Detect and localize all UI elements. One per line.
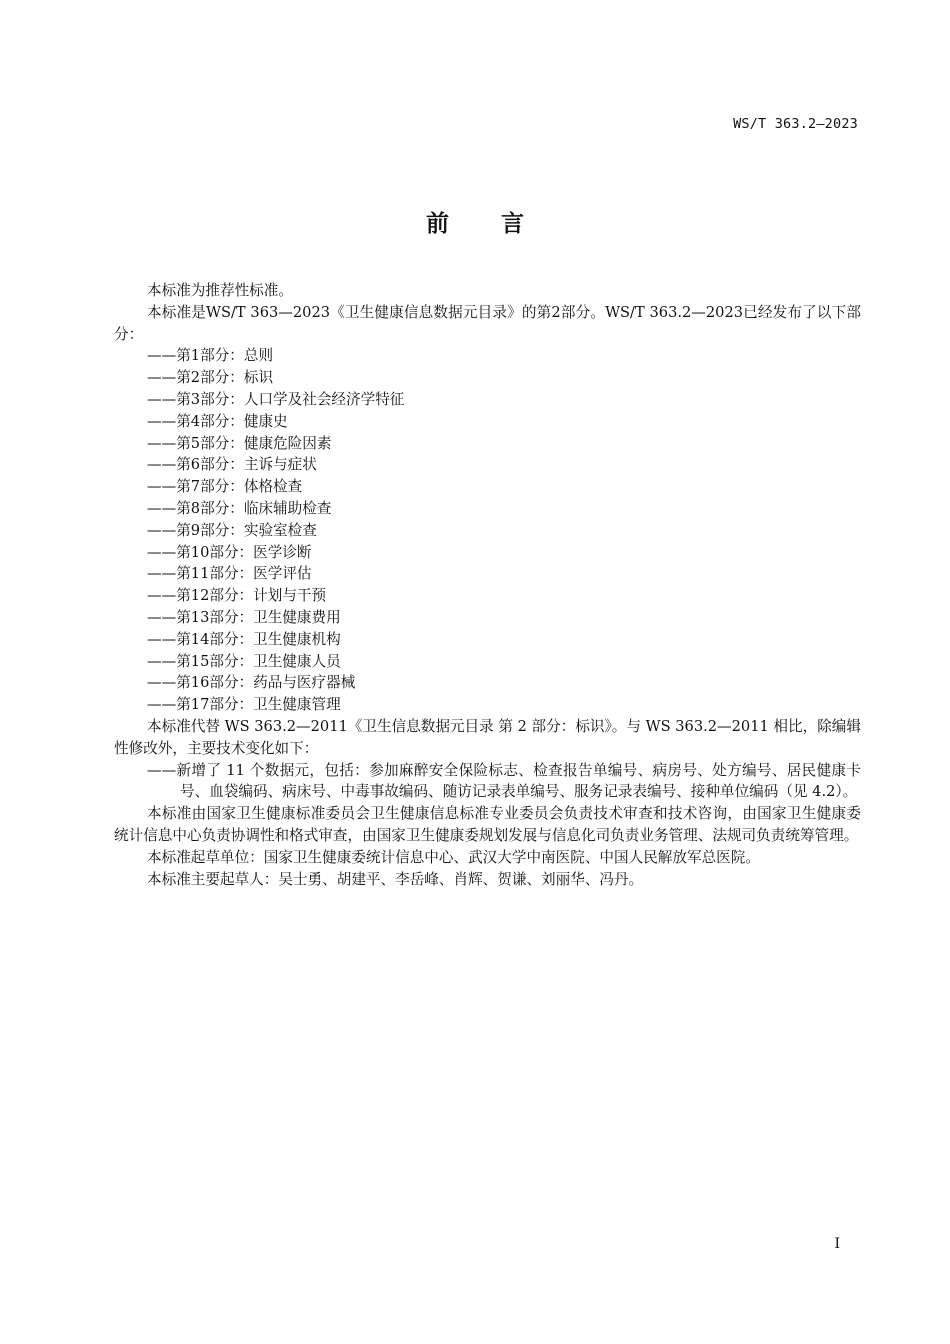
drafters: 本标准主要起草人：吴士勇、胡建平、李岳峰、肖辉、贺谦、刘丽华、冯丹。 — [147, 870, 644, 888]
part-item: ——第5部分：健康危险因素 — [147, 434, 332, 452]
part-item: ——第12部分：计划与干预 — [147, 587, 327, 605]
management-statement: 本标准由国家卫生健康标准委员会卫生健康信息标准专业委员会负责技术审查和技术咨询，由国家卫生健康委统计信息中心负责协调性和格式审查，由国家卫生健康委规划发展与信息化司负责业务管理、法规司负责统筹管理。 — [114, 805, 861, 844]
part-item: ——第2部分：标识 — [147, 369, 274, 387]
part-item: ——第8部分：临床辅助检查 — [147, 499, 332, 517]
part-item: ——第16部分：药品与医疗器械 — [147, 674, 356, 692]
part-item: ——第7部分：体格检查 — [147, 478, 303, 496]
part-item: ——第13部分：卫生健康费用 — [147, 608, 341, 626]
part-item: ——第10部分：医学诊断 — [147, 543, 312, 561]
part-item: ——第3部分：人口学及社会经济学特征 — [147, 390, 405, 408]
part-item: ——第9部分：实验室检查 — [147, 521, 317, 539]
standard-code-header: WS/T 363.2—2023 — [733, 116, 858, 132]
part-item: ——第11部分：医学评估 — [147, 565, 312, 583]
part-item: ——第17部分：卫生健康管理 — [147, 696, 341, 714]
recommended-statement: 本标准为推荐性标准。 — [147, 282, 293, 299]
part-item: ——第4部分：健康史 — [147, 412, 288, 430]
replacement-statement: 本标准代替 WS 363.2—2011《卫生信息数据元目录 第 2 部分：标识》。与 WS 363.2—2011 相比，除编辑性修改外，主要技术变化如下： — [114, 717, 861, 757]
part-item: ——第14部分：卫生健康机构 — [147, 630, 341, 648]
drafting-units: 本标准起草单位：国家卫生健康委统计信息中心、武汉大学中南医院、中国人民解放军总医院。 — [147, 848, 760, 866]
page-title: 前言 — [426, 211, 576, 237]
part-item: ——第1部分：总则 — [147, 347, 274, 365]
foreword-body — [114, 280, 861, 890]
part-item: ——第6部分：主诉与症状 — [147, 456, 317, 474]
page-number: I — [834, 1236, 840, 1252]
part-item: ——第15部分：卫生健康人员 — [147, 652, 341, 670]
parts-list — [114, 345, 861, 716]
technical-change-item: ——新增了 11 个数据元，包括：参加麻醉安全保险标志、检查报告单编号、病房号、处方编号、居民健康卡号、血袋编码、病床号、中毒事故编码、随访记录表单编号、服务记录表编号、接种单位编码（见 4.2）。 — [147, 761, 861, 801]
parts-intro: 本标准是WS/T 363—2023《卫生健康信息数据元目录》的第2部分。WS/T 363.2—2023已经发布了以下部分： — [114, 303, 861, 343]
